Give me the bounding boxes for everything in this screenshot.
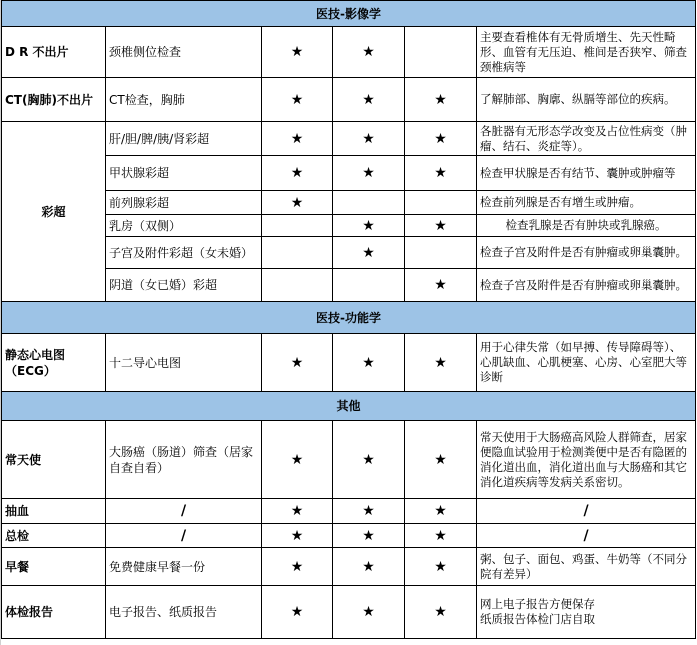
star-icon: ★ <box>262 156 333 191</box>
desc-dr: 主要查看椎体有无骨质增生、先天性畸形、血管有无压迫、椎间是否狭窄、筛查颈椎病等 <box>477 27 696 78</box>
star-icon: ★ <box>262 586 333 639</box>
empty-cell <box>262 237 333 269</box>
table-row-ct <box>2 78 696 122</box>
table-row-us-vaginal <box>2 269 696 302</box>
section-title-other: 其他 <box>2 392 696 421</box>
star-icon: ★ <box>405 548 477 586</box>
table-row-ecg <box>2 334 696 392</box>
item-us-vaginal: 阴道（女已婚）彩超 <box>106 269 262 302</box>
desc-cts: 常天使用于大肠癌高风险人群筛查，居家便隐血试验用于检测粪便中是否有隐匿的消化道出血，消化道出血与大肠癌和其它消化道疾病等发病关系密切。 <box>477 421 696 499</box>
slash-mark: / <box>477 524 696 548</box>
section-title-imaging: 医技-影像学 <box>2 1 696 27</box>
item-us-liver: 肝/胆/脾/胰/肾彩超 <box>106 122 262 156</box>
empty-cell <box>262 215 333 237</box>
empty-cell <box>262 269 333 302</box>
item-ct: CT检查，胸肺 <box>106 78 262 122</box>
star-icon: ★ <box>333 27 405 78</box>
table-row-cts <box>2 421 696 499</box>
star-icon: ★ <box>405 122 477 156</box>
slash-mark: / <box>106 524 262 548</box>
star-icon: ★ <box>262 548 333 586</box>
checkup-package-table <box>1 0 696 639</box>
table-row-breakfast <box>2 548 696 586</box>
star-icon: ★ <box>405 586 477 639</box>
item-dr: 颈椎侧位检查 <box>106 27 262 78</box>
star-icon: ★ <box>405 499 477 524</box>
desc-us-breast: 检查乳腺是否有肿块或乳腺癌。 <box>477 215 696 237</box>
star-icon: ★ <box>333 548 405 586</box>
star-icon: ★ <box>333 421 405 499</box>
desc-us-uterus: 检查子宫及附件是否有肿瘤或卵巢囊肿。 <box>477 237 696 269</box>
desc-us-vaginal: 检查子宫及附件是否有肿瘤或卵巢囊肿。 <box>477 269 696 302</box>
item-us-uterus: 子宫及附件彩超（女未婚） <box>106 237 262 269</box>
empty-cell <box>333 269 405 302</box>
category-ct: CT(胸肺)不出片 <box>2 78 106 122</box>
star-icon: ★ <box>262 421 333 499</box>
star-icon: ★ <box>405 524 477 548</box>
table-row-dr <box>2 27 696 78</box>
item-ecg: 十二导心电图 <box>106 334 262 392</box>
desc-report: 网上电子报告方便保存 纸质报告体检门店自取 <box>477 586 696 639</box>
slash-mark: / <box>106 499 262 524</box>
category-ecg: 静态心电图（ECG） <box>2 334 106 392</box>
star-icon: ★ <box>262 122 333 156</box>
star-icon: ★ <box>262 524 333 548</box>
category-report: 体检报告 <box>2 586 106 639</box>
desc-ecg: 用于心律失常（如早搏、传导障碍等）、心肌缺血、心肌梗塞、心房、心室肥大等诊断 <box>477 334 696 392</box>
desc-us-thyroid: 检查甲状腺是否有结节、囊肿或肿瘤等 <box>477 156 696 191</box>
star-icon: ★ <box>333 122 405 156</box>
table-row-us-breast <box>2 215 696 237</box>
star-icon: ★ <box>333 215 405 237</box>
table-row-report <box>2 586 696 639</box>
star-icon: ★ <box>333 499 405 524</box>
desc-breakfast: 粥、包子、面包、鸡蛋、牛奶等（不同分院有差异） <box>477 548 696 586</box>
desc-us-liver: 各脏器有无形态学改变及占位性病变（肿瘤、结石、炎症等）。 <box>477 122 696 156</box>
category-dr: D R 不出片 <box>2 27 106 78</box>
section-row-imaging <box>2 1 696 27</box>
table-row-blood <box>2 499 696 524</box>
star-icon: ★ <box>262 78 333 122</box>
table-row-general <box>2 524 696 548</box>
star-icon: ★ <box>333 334 405 392</box>
desc-us-prostate: 检查前列腺是否有增生或肿瘤。 <box>477 191 696 215</box>
item-us-prostate: 前列腺彩超 <box>106 191 262 215</box>
star-icon: ★ <box>405 269 477 302</box>
section-row-other <box>2 392 696 421</box>
category-breakfast: 早餐 <box>2 548 106 586</box>
item-report: 电子报告、纸质报告 <box>106 586 262 639</box>
category-cts: 常天使 <box>2 421 106 499</box>
star-icon: ★ <box>333 237 405 269</box>
empty-cell <box>405 27 477 78</box>
star-icon: ★ <box>333 524 405 548</box>
table-row-us-uterus <box>2 237 696 269</box>
empty-cell <box>333 191 405 215</box>
desc-ct: 了解肺部、胸廓、纵膈等部位的疾病。 <box>477 78 696 122</box>
empty-cell <box>405 191 477 215</box>
table-row-us-liver <box>2 122 696 156</box>
table-row-us-prostate <box>2 191 696 215</box>
star-icon: ★ <box>405 156 477 191</box>
item-breakfast: 免费健康早餐一份 <box>106 548 262 586</box>
item-us-breast: 乳房（双侧） <box>106 215 262 237</box>
star-icon: ★ <box>405 334 477 392</box>
empty-cell <box>405 237 477 269</box>
star-icon: ★ <box>262 191 333 215</box>
star-icon: ★ <box>262 27 333 78</box>
category-ultrasound: 彩超 <box>2 122 106 302</box>
item-us-thyroid: 甲状腺彩超 <box>106 156 262 191</box>
star-icon: ★ <box>262 334 333 392</box>
star-icon: ★ <box>333 586 405 639</box>
star-icon: ★ <box>405 421 477 499</box>
star-icon: ★ <box>405 215 477 237</box>
category-blood: 抽血 <box>2 499 106 524</box>
table-row-us-thyroid <box>2 156 696 191</box>
star-icon: ★ <box>333 156 405 191</box>
star-icon: ★ <box>333 78 405 122</box>
slash-mark: / <box>477 499 696 524</box>
star-icon: ★ <box>405 78 477 122</box>
star-icon: ★ <box>262 499 333 524</box>
section-row-function <box>2 302 696 334</box>
category-general: 总检 <box>2 524 106 548</box>
item-cts: 大肠癌（肠道）筛查（居家自查自看） <box>106 421 262 499</box>
section-title-function: 医技-功能学 <box>2 302 696 334</box>
